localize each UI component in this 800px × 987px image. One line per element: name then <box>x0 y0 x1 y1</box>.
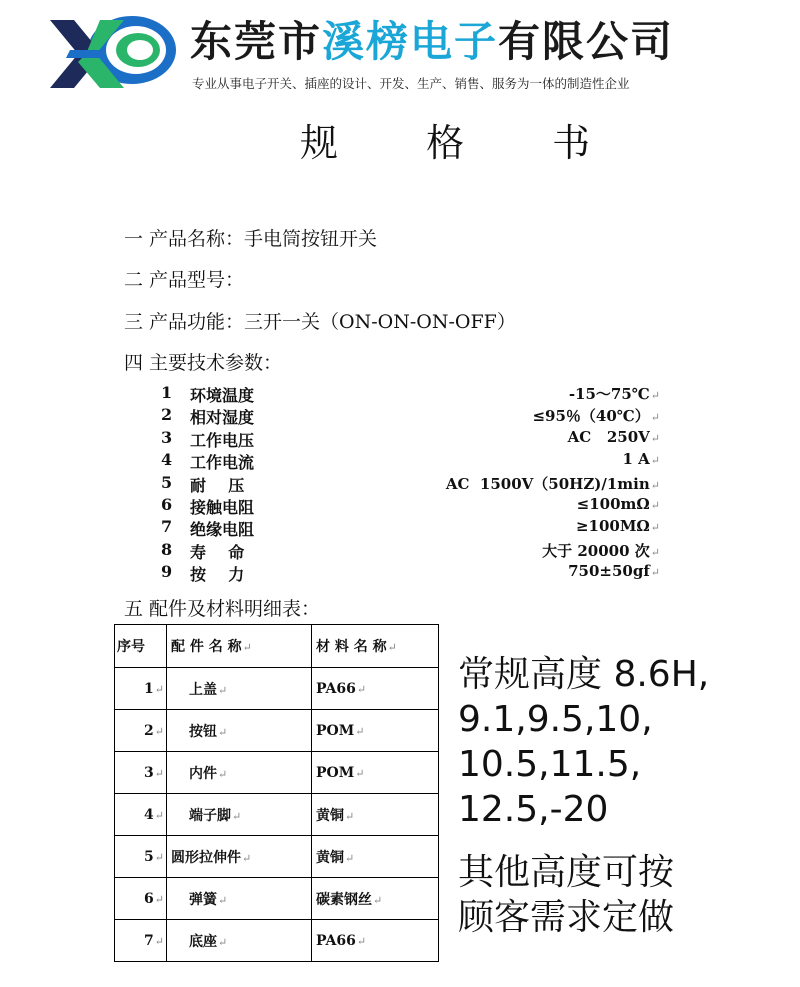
custom-note <box>458 850 674 940</box>
spec-value-text: ≥100MΩ <box>575 517 650 535</box>
part-name-cell-text: 端子脚 <box>189 807 231 824</box>
section-product-name: 一 产品名称：手电筒按钮开关 <box>124 228 378 250</box>
paragraph-mark-icon: ↵ <box>218 893 228 907</box>
section-product-function: 三 产品功能：三开一关（ON-ON-ON-OFF） <box>124 311 516 333</box>
spec-name: 环境温度 <box>190 386 255 405</box>
part-name-cell <box>167 920 312 962</box>
paragraph-mark-icon: ↵ <box>387 641 397 654</box>
paragraph-mark-icon: ↵ <box>218 683 228 697</box>
part-material-cell-text: PA66 <box>316 680 356 697</box>
part-no-cell <box>115 878 167 920</box>
part-material-cell-text: 黄铜 <box>316 807 344 824</box>
part-no-cell-text: 2 <box>144 722 154 739</box>
part-name-cell <box>167 710 312 752</box>
part-no-cell <box>115 794 167 836</box>
header-material-cell <box>312 625 439 668</box>
height-note-line-3: 10.5,11.5, <box>458 744 642 785</box>
company-name-prefix: 东莞市 <box>190 17 323 66</box>
part-no-cell <box>115 752 167 794</box>
paragraph-mark-icon: ↵ <box>373 893 383 907</box>
paragraph-mark-icon: ↵ <box>242 641 252 654</box>
part-name-cell-text: 按钮 <box>189 723 217 740</box>
height-note-line-2: 9.1,9.5,10, <box>458 699 653 740</box>
custom-note-line-1: 其他高度可按 <box>458 852 675 893</box>
paragraph-mark-icon: ↵ <box>650 389 660 402</box>
spec-name: 按 力 <box>190 565 245 584</box>
paragraph-mark-icon: ↵ <box>154 850 164 864</box>
part-name-cell <box>167 752 312 794</box>
custom-note-line-2: 顾客需求定做 <box>458 897 675 938</box>
part-name-cell <box>167 878 312 920</box>
part-no-cell <box>115 920 167 962</box>
height-note-line-4: 12.5,-20 <box>458 789 609 830</box>
part-name-cell-text: 内件 <box>189 765 217 782</box>
paragraph-mark-icon: ↵ <box>218 725 228 739</box>
paragraph-mark-icon: ↵ <box>218 935 228 949</box>
paragraph-mark-icon: ↵ <box>356 934 367 948</box>
part-no-cell <box>115 710 167 752</box>
table-row <box>115 878 439 920</box>
part-no-cell-text: 7 <box>144 932 154 949</box>
spec-name: 寿 命 <box>190 543 245 562</box>
spec-value-text: 750±50gf <box>568 562 650 580</box>
paragraph-mark-icon: ↵ <box>355 766 365 780</box>
spec-value <box>576 517 660 535</box>
paragraph-mark-icon: ↵ <box>650 499 660 512</box>
section-product-model: 二 产品型号： <box>124 269 245 291</box>
part-material-cell <box>312 836 439 878</box>
table-row <box>115 752 439 794</box>
part-no-cell-text: 1 <box>144 680 154 697</box>
spec-number: 3 <box>161 428 173 447</box>
part-no-cell-text: 4 <box>144 806 154 823</box>
part-no-cell-text: 3 <box>144 764 154 781</box>
part-name-cell-text: 底座 <box>189 933 217 950</box>
spec-number: 7 <box>161 517 173 536</box>
spec-value-text: AC 250V <box>567 428 650 446</box>
spec-number: 6 <box>161 495 173 514</box>
spec-number: 2 <box>161 405 173 424</box>
spec-value <box>568 428 660 446</box>
header-no-cell <box>115 625 167 668</box>
table-row <box>115 920 439 962</box>
part-material-cell <box>312 878 439 920</box>
spec-value <box>568 562 660 580</box>
part-name-cell <box>167 794 312 836</box>
spec-value-text: ≤95％（40℃） <box>532 407 650 425</box>
company-name <box>190 16 674 68</box>
spec-name: 工作电压 <box>190 431 255 450</box>
paragraph-mark-icon: ↵ <box>355 724 365 738</box>
spec-number: 8 <box>161 540 173 559</box>
spec-value <box>446 473 660 494</box>
paragraph-mark-icon: ↵ <box>650 521 660 534</box>
part-material-cell-text: POM <box>316 722 355 739</box>
spec-value <box>577 495 660 513</box>
part-material-cell <box>312 752 439 794</box>
table-row <box>115 794 439 836</box>
height-note <box>458 652 709 832</box>
spec-name: 接触电阻 <box>190 498 255 517</box>
spec-value <box>542 540 660 561</box>
header-part-name-cell-text: 配 件 名 称 <box>171 639 242 655</box>
parts-table-header <box>115 625 439 668</box>
part-material-cell <box>312 710 439 752</box>
height-note-line-1: 常规高度 8.6H, <box>458 654 710 695</box>
part-material-cell-text: 黄铜 <box>316 849 344 866</box>
spec-value <box>532 405 660 426</box>
parts-table <box>114 624 439 962</box>
paragraph-mark-icon: ↵ <box>650 479 660 492</box>
paragraph-mark-icon: ↵ <box>650 411 660 424</box>
spec-number: 5 <box>161 473 173 492</box>
spec-number: 4 <box>161 450 173 469</box>
spec-name: 工作电流 <box>190 453 255 472</box>
paragraph-mark-icon: ↵ <box>218 767 228 781</box>
paragraph-mark-icon: ↵ <box>154 892 164 906</box>
company-name-suffix: 有限公司 <box>498 17 675 66</box>
header-no-cell-text: 序号 <box>117 639 145 655</box>
spec-name: 绝缘电阻 <box>190 520 255 539</box>
part-name-cell-text: 上盖 <box>189 681 217 698</box>
paragraph-mark-icon: ↵ <box>154 808 164 822</box>
part-material-cell <box>312 920 439 962</box>
paragraph-mark-icon: ↵ <box>356 682 367 696</box>
part-name-cell <box>167 836 312 878</box>
spec-value-text: AC 1500V（50HZ)/1min <box>445 475 650 493</box>
spec-value-text: 大于 20000 次 <box>542 542 650 560</box>
part-no-cell <box>115 668 167 710</box>
table-row <box>115 668 439 710</box>
paragraph-mark-icon: ↵ <box>345 851 355 865</box>
spec-name: 相对湿度 <box>190 408 255 427</box>
company-logo <box>40 10 180 94</box>
paragraph-mark-icon: ↵ <box>242 851 252 865</box>
paragraph-mark-icon: ↵ <box>650 566 660 579</box>
part-name-cell-text: 圆形拉伸件 <box>171 849 241 866</box>
spec-value-text: -15～75℃ <box>568 385 650 403</box>
paragraph-mark-icon: ↵ <box>650 432 660 445</box>
paragraph-mark-icon: ↵ <box>154 682 164 696</box>
spec-value <box>622 450 660 468</box>
paragraph-mark-icon: ↵ <box>154 766 164 780</box>
paragraph-mark-icon: ↵ <box>650 454 660 467</box>
part-material-cell-text: PA66 <box>316 932 356 949</box>
section-tech-params: 四 主要技术参数： <box>124 352 283 374</box>
section-parts-materials: 五 配件及材料明细表： <box>124 598 321 620</box>
part-no-cell-text: 5 <box>144 848 154 865</box>
part-material-cell-text: POM <box>316 764 355 781</box>
paragraph-mark-icon: ↵ <box>154 724 164 738</box>
paragraph-mark-icon: ↵ <box>650 546 660 559</box>
part-material-cell <box>312 668 439 710</box>
part-material-cell-text: 碳素钢丝 <box>316 891 372 908</box>
document-title: 规 格 书 <box>300 121 629 165</box>
part-no-cell <box>115 836 167 878</box>
paragraph-mark-icon: ↵ <box>345 809 355 823</box>
company-tagline: 专业从事电子开关、插座的设计、开发、生产、销售、服务为一体的制造性企业 <box>192 76 630 91</box>
header-part-name-cell <box>167 625 312 668</box>
spec-number: 1 <box>161 383 173 402</box>
spec-value-text: ≤100mΩ <box>576 495 650 513</box>
spec-value <box>569 383 660 404</box>
paragraph-mark-icon: ↵ <box>154 934 164 948</box>
part-name-cell <box>167 668 312 710</box>
spec-name: 耐 压 <box>190 476 245 495</box>
part-no-cell-text: 6 <box>144 890 154 907</box>
spec-number: 9 <box>161 562 173 581</box>
part-material-cell <box>312 794 439 836</box>
company-name-brand: 溪榜电子 <box>322 17 499 66</box>
header-material-cell-text: 材 料 名 称 <box>316 639 387 655</box>
table-row <box>115 836 439 878</box>
part-name-cell-text: 弹簧 <box>189 891 217 908</box>
spec-value-text: 1 A <box>622 450 650 468</box>
table-row <box>115 710 439 752</box>
paragraph-mark-icon: ↵ <box>232 809 242 823</box>
